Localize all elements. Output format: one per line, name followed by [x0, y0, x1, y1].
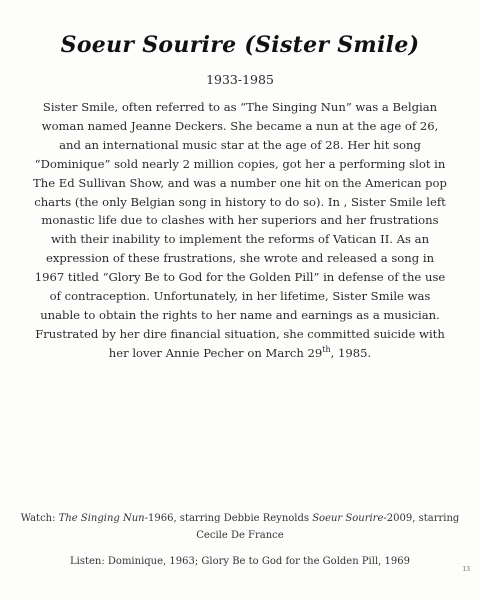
watch-prefix: Watch: — [20, 513, 59, 524]
biography-main-text: Sister Smile, often referred to as “The Singing Nun” was a Belgian woman named Jeanne Deckers. She became a nun at the age of 26, and an international music star at the age of 28. Her hit song “Dominique” sold nearly 2 million copies, got her a performing slot in The Ed Sullivan Show, and was a number one hit on the American pop charts (the only Belgian song in history to do so). In , Sister Smile left monastic life due to clashes with her superiors and her frustrations with their inability to implement the reforms of Vatican II. As an expression of these frustrations, she wrote and released a song in 1967 titled “Glory Be to God for the Golden Pill” in defense of the use of contraception. Unfortunately, in her lifetime, Sister Smile was unable to obtain the rights to her name and earnings as a musician. Frustrated by her dire financial situation, she committed suicide with her lover Annie Pecher on March 29 — [33, 100, 447, 360]
film-detail-soeur-sourire: -2009, starring Cecile De France — [196, 513, 460, 541]
page-title: Soeur Sourire (Sister Smile) — [60, 32, 420, 58]
watch-recommendations — [20, 510, 460, 544]
film-title-singing-nun: The Singing Nun — [58, 513, 145, 524]
life-years: 1933-1985 — [206, 72, 274, 87]
date-ordinal-suffix: th — [322, 344, 331, 354]
film-title-soeur-sourire: Soeur Sourire — [312, 513, 384, 524]
listen-recommendations: Listen: Dominique, 1963; Glory Be to God for the Golden Pill, 1969 — [70, 556, 410, 567]
biography-end-text: , 1985. — [330, 345, 372, 360]
film-detail-singing-nun: -1966, starring Debbie Reynolds — [144, 513, 313, 524]
biography-paragraph — [30, 98, 450, 363]
page-number: 13 — [462, 566, 470, 573]
